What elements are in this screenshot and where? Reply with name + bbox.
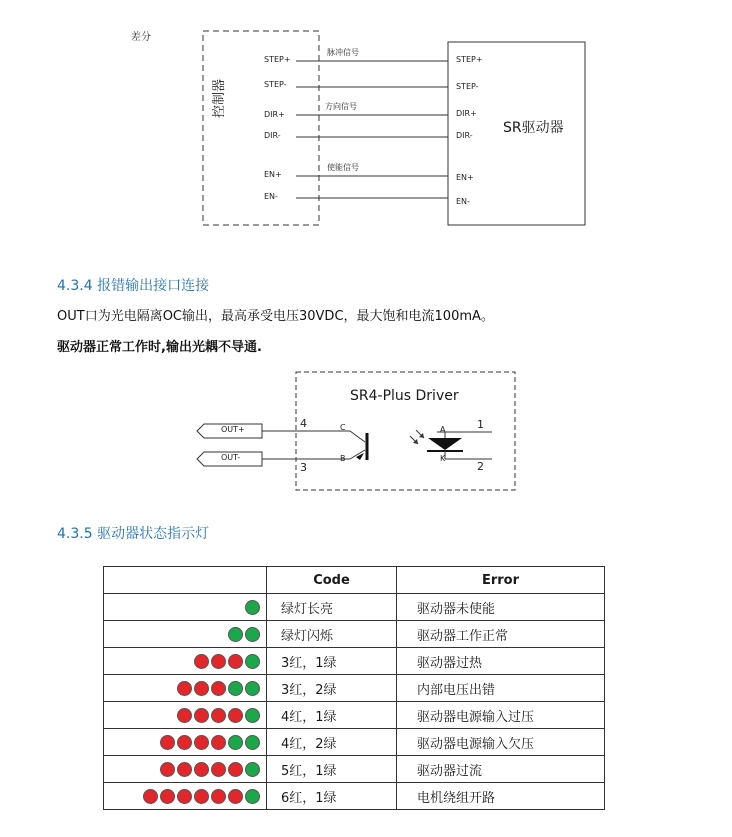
green-led-icon <box>245 627 260 642</box>
code-cell: 4红，2绿 <box>267 729 397 756</box>
driver-pin-en-plus: EN+ <box>456 173 474 182</box>
red-led-icon <box>194 735 209 750</box>
error-cell: 驱动器电源输入过压 <box>397 702 605 729</box>
section-434-title: 4.3.4 报错输出接口连接 <box>57 278 210 294</box>
error-cell: 驱动器未使能 <box>397 594 605 621</box>
red-led-icon <box>160 789 175 804</box>
green-led-icon <box>245 762 260 777</box>
led-pattern <box>104 729 267 756</box>
wiring-lines <box>0 0 732 240</box>
driver-pin-dir-minus: DIR- <box>456 131 473 140</box>
table-row <box>104 675 605 702</box>
controller-pin-step-minus: STEP- <box>264 80 287 89</box>
table-row <box>104 648 605 675</box>
red-led-icon <box>177 789 192 804</box>
table-row <box>104 783 605 810</box>
led-pattern <box>104 675 267 702</box>
red-led-icon <box>211 789 226 804</box>
red-led-icon <box>228 762 243 777</box>
red-led-icon <box>211 708 226 723</box>
controller-pin-step-plus: STEP+ <box>264 55 291 64</box>
red-led-icon <box>160 735 175 750</box>
pin-3: 3 <box>300 461 307 474</box>
optocoupler-svg <box>0 360 732 500</box>
red-led-icon <box>177 762 192 777</box>
driver-pin-dir-plus: DIR+ <box>456 109 477 118</box>
green-led-icon <box>245 708 260 723</box>
red-led-icon <box>228 708 243 723</box>
led-pattern <box>104 783 267 810</box>
led-pattern <box>104 648 267 675</box>
table-row <box>104 621 605 648</box>
green-led-icon <box>245 789 260 804</box>
cathode-label: K <box>440 454 446 463</box>
section-435-title: 4.3.5 驱动器状态指示灯 <box>57 526 210 542</box>
red-led-icon <box>228 654 243 669</box>
table-body <box>104 594 605 810</box>
red-led-icon <box>194 681 209 696</box>
driver-pin-step-plus: STEP+ <box>456 55 483 64</box>
green-led-icon <box>228 735 243 750</box>
error-cell: 驱动器工作正常 <box>397 621 605 648</box>
section-434-note: 驱动器正常工作时,输出光耦不导通. <box>57 340 262 355</box>
out-minus-label: OUT- <box>221 453 241 462</box>
led-status-table <box>103 566 605 810</box>
table-row <box>104 702 605 729</box>
code-cell: 6红，1绿 <box>267 783 397 810</box>
red-led-icon <box>177 708 192 723</box>
driver-pin-en-minus: EN- <box>456 197 470 206</box>
driver-label: SR驱动器 <box>503 120 564 136</box>
error-cell: 驱动器过热 <box>397 648 605 675</box>
pin-4: 4 <box>300 417 307 430</box>
green-led-icon <box>245 654 260 669</box>
signal-direction: 方向信号 <box>325 102 357 111</box>
controller-pin-dir-plus: DIR+ <box>264 110 285 119</box>
pin-1: 1 <box>477 418 484 431</box>
green-led-icon <box>245 681 260 696</box>
led-pattern <box>104 702 267 729</box>
code-cell: 3红，1绿 <box>267 648 397 675</box>
red-led-icon <box>194 708 209 723</box>
led-pattern <box>104 594 267 621</box>
collector-label: C <box>340 423 346 432</box>
header-code: Code <box>267 567 397 594</box>
red-led-icon <box>143 789 158 804</box>
table-row <box>104 729 605 756</box>
red-led-icon <box>211 681 226 696</box>
code-cell: 4红，1绿 <box>267 702 397 729</box>
led-pattern <box>104 756 267 783</box>
error-cell: 驱动器电源输入欠压 <box>397 729 605 756</box>
error-cell: 电机绕组开路 <box>397 783 605 810</box>
signal-pulse: 脉冲信号 <box>327 48 359 57</box>
red-led-icon <box>228 789 243 804</box>
base-label: B <box>340 454 346 463</box>
section-434-desc: OUT口为光电隔离OC输出，最高承受电压30VDC，最大饱和电流100mA。 <box>57 309 494 324</box>
red-led-icon <box>211 654 226 669</box>
led-pattern <box>104 621 267 648</box>
error-cell: 驱动器过流 <box>397 756 605 783</box>
table-row <box>104 756 605 783</box>
green-led-icon <box>228 627 243 642</box>
code-cell: 3红，2绿 <box>267 675 397 702</box>
red-led-icon <box>194 762 209 777</box>
red-led-icon <box>194 789 209 804</box>
green-led-icon <box>228 681 243 696</box>
wiring-diagram <box>0 0 732 240</box>
out-plus-label: OUT+ <box>221 425 245 434</box>
red-led-icon <box>194 654 209 669</box>
signal-enable: 使能信号 <box>327 163 359 172</box>
table-header-row <box>104 567 605 594</box>
code-cell: 绿灯长亮 <box>267 594 397 621</box>
controller-pin-dir-minus: DIR- <box>264 131 281 140</box>
driver-title: SR4-Plus Driver <box>350 388 459 404</box>
header-leds <box>104 567 267 594</box>
controller-pin-en-minus: EN- <box>264 192 278 201</box>
table-row <box>104 594 605 621</box>
red-led-icon <box>177 681 192 696</box>
anode-label: A <box>440 425 446 434</box>
mode-label: 差分 <box>131 32 151 43</box>
controller-label: 控制器 <box>212 78 227 118</box>
controller-pin-en-plus: EN+ <box>264 170 282 179</box>
code-cell: 绿灯闪烁 <box>267 621 397 648</box>
error-cell: 内部电压出错 <box>397 675 605 702</box>
header-error: Error <box>397 567 605 594</box>
green-led-icon <box>245 600 260 615</box>
pin-2: 2 <box>477 460 484 473</box>
red-led-icon <box>211 735 226 750</box>
driver-pin-step-minus: STEP- <box>456 82 479 91</box>
code-cell: 5红，1绿 <box>267 756 397 783</box>
red-led-icon <box>211 762 226 777</box>
red-led-icon <box>177 735 192 750</box>
green-led-icon <box>245 735 260 750</box>
red-led-icon <box>160 762 175 777</box>
optocoupler-diagram <box>0 360 732 500</box>
